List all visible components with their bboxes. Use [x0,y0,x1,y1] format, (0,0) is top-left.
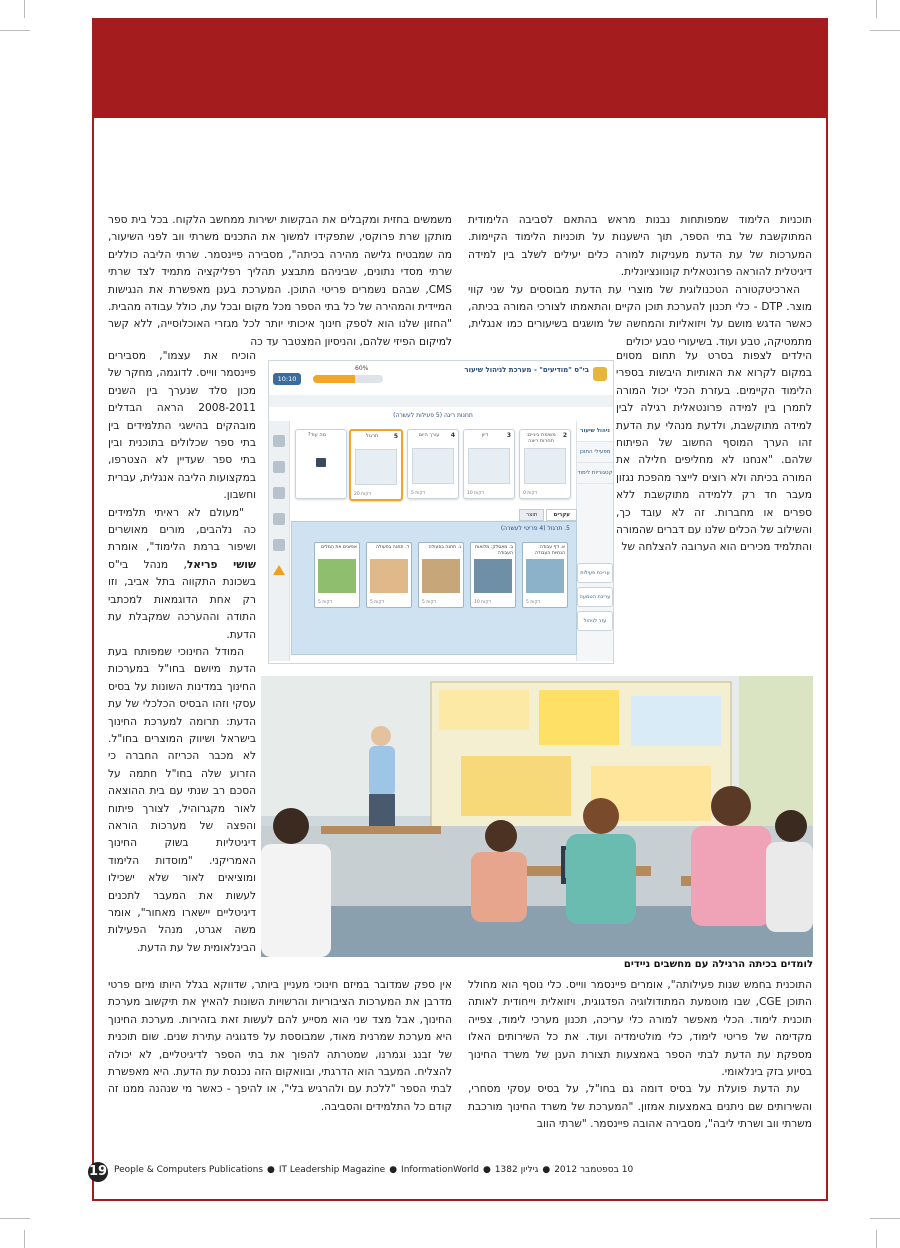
help-button[interactable]: עזר לניהול [577,611,613,631]
app-header [269,361,613,396]
app-title: בי"ס "מודיעים" - מערכת לניהול שיעור [464,366,589,374]
tab-bar [517,509,577,521]
timer: 10:10 [273,373,301,385]
crop-mark [870,30,900,31]
edit-embed-button[interactable]: עריכת הטמעה [577,587,613,607]
lesson-header: תחנות ריגה (5 פעילות לעשרה) [393,412,473,419]
card-label: תרגול [365,433,379,439]
card-label: דיון [481,432,489,438]
card-duration: 5 דקות [526,600,541,605]
page-footer [88,1162,828,1182]
magazine-name: IT Leadership Magazine [278,1165,386,1175]
person-name: שושי פריאל [186,558,256,571]
card-thumbnail [355,449,397,485]
card-number: 3 [506,432,511,439]
progress-fill [313,375,355,383]
card-label: א. דף עבודה: הנחיות העבודה [535,545,565,556]
article-col-left-top [108,212,452,351]
article-col-right-bottom [468,977,812,1134]
footer-line [114,1165,633,1175]
photo-caption: לומדים בכיתה הרגילה עם מחשבים ניידים [623,959,813,970]
paragraph: הילדים לצפות בסרט על תחום מסוים במקום לקרוא את האותיות היבשות בספרי הלימוד הקיימים. בעזרת הכלי יכול המורה לתמרן בין למידה פרונטאלית רגילה לבין למידה מתוקשבת, ולדעת מנהלי עת הדעת זהו הערך המוסף החשוב של הפיתוח שלהם. "אנחנו לא מחליפים חלילה את המורה בכיתה ולא רוצים לייצר מהפכת נגזון מעבר חד רק ללמידה מתוקשבת ללא ספרים או מחברות. זה לא עובד כך, והשילוב של הכלים שלנו עם דברים שהמורה והתלמיד מכירים הוא הערובה להצלחה של [616,350,812,554]
panel-title: 5. תרגול (4 פריטי לעשרה) [500,525,570,532]
sidebar-item-content[interactable]: מפעילי התוכן [577,442,613,463]
card-thumbnail [468,448,510,484]
progress-label: 60% [355,365,369,372]
paragraph [108,505,256,644]
quote-text: , מנהל בי"ס בשכונת התקווה בתל אביב, וזו רק אחת הדוגמאות למכתבי התודה וההערכה שמקבלת עת הדעת. [108,558,256,641]
publisher-name: People & Computers Publications [114,1165,264,1175]
header-color-band [92,18,828,118]
card-thumbnail [526,559,564,593]
warning-icon [273,565,285,575]
paragraph: הארכיטקטורה הטכנולוגית של מוצרי עת הדעת מבוססים על שני קווי מוצר. DTP - כלי תכנון להערכת תוכן הקיים והתאמתו לצורכי המורה בכיתה, כאשר הדגש מושם על ויזואליות והמחשה של מושגים בשיעורים כמו אנגלית, מתמטיקה, טבע ועוד. בשיעורי טבע יכולים [468,283,812,348]
card-duration: 5 דקות [411,491,426,496]
card-number: 2 [562,432,567,439]
card-label: משימת ביניים: תחרות ריצה [526,432,556,444]
software-screenshot [268,360,614,664]
bullet-icon: ● [389,1165,398,1175]
issue-number: גיליון 1382 [494,1165,539,1175]
card-thumbnail [412,448,454,484]
bullet-icon: ● [542,1165,551,1175]
paragraph: אין ספק שמדובר במיזם חינוכי מעניין ביותר, שדווקא בגלל היותו מיזם פרטי מדרבן את המערכות הציבוריות והרשויות השונות להאיץ את תיקשוב מערכת החינוך, אבל מצד שני הוא מסייע להם לעשות זאת בזהירות. מערכת החינוך היא מערכת שמרנית מאוד, שמבוססת על פדגוגיה עתירת שנים. שום תוכנית של זבנג וגמרנו, שמטרתה להפוך את בתי הספר לדיגיטליים, לא יכולה להצליח. המעבר הוא הדרגתי, ובוואקום הזה נכנסת עת הדעת. היא מאפשרת לבתי הספר "ללכת עם ולהרגיש בלי", או להיפך - כאשר מי שנהנה ממנו זה קודם כל התלמידים והסביבה. [108,979,452,1113]
crop-mark [24,0,25,18]
card-label: ג. תחנה בפעולה [428,545,461,550]
crop-mark [0,1218,30,1219]
card-duration: 5 דקות [370,600,385,605]
site-name: InformationWorld [401,1165,479,1175]
card-thumbnail [524,448,566,484]
crop-mark [0,30,30,31]
card-number: 5 [393,433,398,440]
page-number: 19 [88,1162,108,1182]
article-col-left-bottom [108,977,452,1116]
tool-icon[interactable] [273,513,285,525]
practice-card[interactable] [418,542,464,608]
card-thumbnail [318,559,356,593]
activity-card[interactable] [463,429,515,499]
card-duration: 0 דקות [523,491,538,496]
crop-mark [870,1218,900,1219]
quote-text: "מעולם לא ראיתי תלמידים כה נלהבים, מורים מאושרים ושיפור ברמת הלימוד", אומרת [108,506,256,554]
lock-icon [316,458,326,467]
activity-card[interactable] [519,429,571,499]
practice-card[interactable] [470,542,516,608]
activity-card-locked[interactable] [295,429,347,499]
card-label: ב. מאסלק: מלואות העבודה [475,545,513,556]
app-logo-icon [593,367,607,381]
article-col-right-narrow [616,348,812,557]
sidebar-item-categories[interactable]: קטגוריות לימוד [577,463,613,484]
paragraph: הוכיח את עצמו", מסבירים פיינסמר ווייס. לדוגמה, מחקר של מכון סלד שנערך בין השנים 2008-2011 הראה הבדלים מובהקים בהישגי התלמידים בין בתי ספר שכלולים בתוכנית ובין בתי ספר שעדיין לא הצטרפו, במקצועות הליבה אנגלית, עברית וחשבון. [108,350,256,502]
tab-main[interactable]: עקרים [546,509,576,521]
breadcrumb [269,395,613,407]
crop-mark [876,1230,877,1248]
card-label: ד. תחנה בפעולה [375,545,409,550]
card-duration: 5 דקות [422,600,437,605]
bullet-icon: ● [482,1165,491,1175]
paragraph: המודל החינוכי שמפותח בעת הדעת מיושם בחו"ל במערכות החינוך במדינות השונות על בסיס עסקי וזהו הבסיס הכלכלי של עת הדעת: תרומה למערכת החינוך בישראל ושיווק המוצרים בחו"ל. לא מכבר הכריזה החברה כי הזרוע שלה בחו"ל חתמה על הסכם רב שנתי עם בית ההוצאה לאור מקגרוהיל, לצורך פיתוח והפצה של מערכות הוראה דיגיטליות בשוק החינוך האמריקני. "מוסדות הלימוד ומוציאים לאור שלא ישכילו לעשות את המעבר לתכנים דיגיטליים יישארו מאחור", אומר משה אגרט, מנהל הפעילות הבינלאומית של עת הדעת. [108,645,256,954]
practice-card[interactable] [314,542,360,608]
app-left-toolbar [269,421,290,661]
paragraph: התוכנית בחמש שנות פעילותה", אומרים פיינסמר ווייס. כלי נוסף הוא מחולל התוכן CGE, שבו מוטמעת המתודולוגיה הפדגוגית, ויזואלית וייחודית לאותה תוכנית לימוד. הכלי מאפשר למורה כלי עריכה, תכנון מערכי לימוד, צפייה מקדימה של פריטי לימוד, כלי מולטימדיה ועוד. את כל השירותים האלו מספקת עת הדעת לבתי הספר באמצעות תצורת הענן של משרד החינוך בסיוע בזק בינלאומי. [468,979,812,1079]
practice-card[interactable] [522,542,568,608]
card-label: מה עוד? [307,432,327,438]
tab-output[interactable]: תוצר [519,509,544,521]
card-thumbnail [422,559,460,593]
card-duration: 20 דקות [354,492,372,497]
practice-card[interactable] [366,542,412,608]
activity-cards [295,425,573,503]
progress-bar [313,375,383,383]
paragraph: תוכניות הלימוד שמפותחות נבנות מראש בהתאם לסביבה הלימודית המתוקשבת של בתי הספר, תוך הישענות על תוכניות הלימוד הקיימות. המערכות של עת הדעת מעניקות למורה כלים יעילים לשלב בין למידה דיגיטלית להוראה פרונטאלית קונוונציונלית. [468,214,812,279]
bullet-icon: ● [267,1165,275,1175]
card-duration: 5 דקות [318,600,333,605]
card-thumbnail [474,559,512,593]
tool-icon[interactable] [273,461,285,473]
article-col-right-top [468,212,812,351]
edit-activity-button[interactable]: עריכת פעילות [577,563,613,583]
paragraph: עת הדעת פועלת על בסיס דומה גם בחו"ל, על בסיס עסקי מסחרי, והשירותים שם ניתנים באמצעות אמזון. "המערכת של משרד החינוך מורכבת משרתי ווב ושרתי ליבה", מסבירה אהובה פיינסמר. "שרתי הווב [468,1083,812,1131]
activity-card-selected[interactable] [349,429,403,501]
paragraph: משמשים בחזית ומקבלים את הבקשות ישירות ממחשב הלקוח. בכל בית ספר מותקן שרת פרוקסי, שתפקידו למשוך את התכנים משרתי ווב לפני השיעור, מה שמבטיח גלישה מהירה בכיתה", מסבירה פיינסמר. שרתי הליבה כוללים שרתי מסדי נתונים, שביניהם מתבצע תהליך רפליקציה מתמיד לצד שרתי CMS, שבהם נשמרים פריטי התוכן. המערכת בענן מאפשרת את הנגישות המיידית והמהירה של כל בתי הספר מכל מקום ובכל עת, כולל עבודה מהבית. "החזון שלנו הוא לספק חינוך איכותי יותר לכל מגזרי האוכלוסייה, ללא קשר למיקום הפיזי שלהם, והניסיון המצטבר עד כה [108,214,452,348]
activity-card[interactable] [407,429,459,499]
tool-icon[interactable] [273,435,285,447]
issue-date: 10 בספטמבר 2012 [554,1165,634,1175]
card-label: אפיונים את המלים [321,545,357,550]
tool-icon[interactable] [273,487,285,499]
tool-icon[interactable] [273,539,285,551]
card-label: עורך היום [418,432,440,438]
card-number: 4 [450,432,455,439]
card-thumbnail [370,559,408,593]
classroom-photo [261,676,813,957]
article-col-left-narrow [108,348,256,957]
crop-mark [876,0,877,18]
card-duration: 10 דקות [474,600,492,605]
card-duration: 10 דקות [467,491,485,496]
crop-mark [24,1230,25,1248]
practice-panel [291,521,577,655]
sidebar-item-lesson[interactable]: ניהול שיעור [577,421,613,442]
